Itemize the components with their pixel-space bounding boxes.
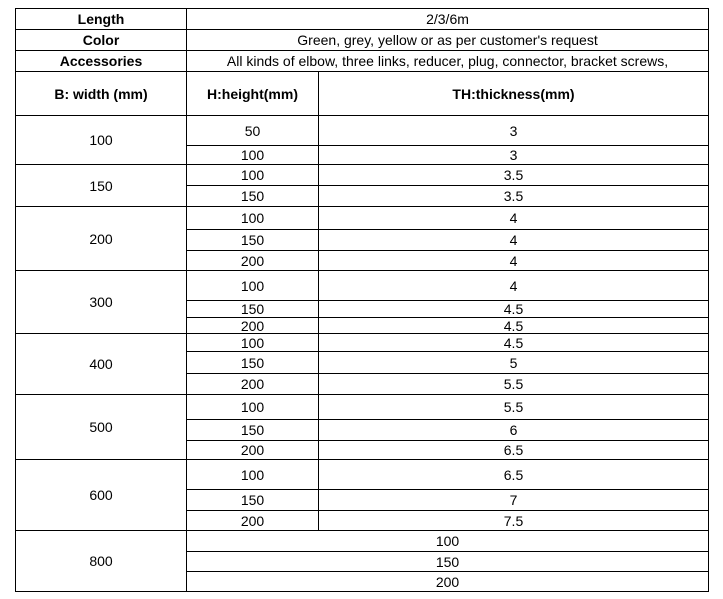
spec-row-accessories xyxy=(16,51,709,72)
height-cell: 150 xyxy=(187,301,319,318)
width-cell: 800 xyxy=(16,531,187,592)
height-cell: 200 xyxy=(187,511,319,531)
width-cell: 200 xyxy=(16,207,187,271)
length-label: Length xyxy=(16,9,187,30)
table-row xyxy=(16,207,709,230)
thickness-cell: 7.5 xyxy=(319,511,709,531)
thickness-cell: 3 xyxy=(319,116,709,146)
spec-row-length xyxy=(16,9,709,30)
height-cell: 100 xyxy=(187,146,319,165)
thickness-cell: 4 xyxy=(319,230,709,251)
thickness-cell: 6 xyxy=(319,420,709,441)
height-cell: 100 xyxy=(187,207,319,230)
height-cell: 200 xyxy=(187,318,319,334)
thickness-header: TH:thickness(mm) xyxy=(319,72,709,116)
header-row xyxy=(16,72,709,116)
width-cell: 100 xyxy=(16,116,187,165)
height-cell: 100 xyxy=(187,460,319,490)
height-cell: 150 xyxy=(187,352,319,374)
thickness-cell: 5.5 xyxy=(319,395,709,420)
table-row xyxy=(16,395,709,420)
thickness-cell: 4 xyxy=(319,271,709,301)
width-cell: 500 xyxy=(16,395,187,460)
height-cell: 100 xyxy=(187,395,319,420)
width-cell: 400 xyxy=(16,334,187,395)
height-cell: 150 xyxy=(187,230,319,251)
thickness-cell: 6.5 xyxy=(319,460,709,490)
thickness-cell: 4.5 xyxy=(319,301,709,318)
thickness-cell: 3.5 xyxy=(319,165,709,186)
height-cell: 100 xyxy=(187,334,319,352)
spec-table xyxy=(15,8,709,592)
height-cell: 100 xyxy=(187,165,319,186)
thickness-cell: 4 xyxy=(319,251,709,271)
width-cell: 150 xyxy=(16,165,187,207)
height-cell: 200 xyxy=(187,374,319,395)
height-cell: 200 xyxy=(187,572,709,592)
height-cell: 200 xyxy=(187,441,319,460)
height-cell: 50 xyxy=(187,116,319,146)
thickness-cell: 5.5 xyxy=(319,374,709,395)
table-row xyxy=(16,334,709,352)
thickness-cell: 4.5 xyxy=(319,334,709,352)
length-value: 2/3/6m xyxy=(187,9,709,30)
height-header: H:height(mm) xyxy=(187,72,319,116)
height-cell: 200 xyxy=(187,251,319,271)
accessories-label: Accessories xyxy=(16,51,187,72)
thickness-cell: 4.5 xyxy=(319,318,709,334)
width-header: B: width (mm) xyxy=(16,72,187,116)
table-row xyxy=(16,460,709,490)
thickness-cell: 7 xyxy=(319,490,709,511)
thickness-cell: 4 xyxy=(319,207,709,230)
table-row xyxy=(16,116,709,146)
thickness-cell: 6.5 xyxy=(319,441,709,460)
thickness-cell: 3.5 xyxy=(319,186,709,207)
height-cell: 150 xyxy=(187,420,319,441)
height-cell: 150 xyxy=(187,552,709,572)
thickness-cell: 5 xyxy=(319,352,709,374)
width-cell: 600 xyxy=(16,460,187,531)
height-cell: 150 xyxy=(187,186,319,207)
table-row xyxy=(16,165,709,186)
width-cell: 300 xyxy=(16,271,187,334)
color-value: Green, grey, yellow or as per customer's request xyxy=(187,30,709,51)
accessories-value: All kinds of elbow, three links, reducer, plug, connector, bracket screws, xyxy=(187,51,709,72)
height-cell: 150 xyxy=(187,490,319,511)
table-row xyxy=(16,271,709,301)
table-row xyxy=(16,531,709,552)
color-label: Color xyxy=(16,30,187,51)
spec-row-color xyxy=(16,30,709,51)
thickness-cell: 3 xyxy=(319,146,709,165)
height-cell: 100 xyxy=(187,531,709,552)
height-cell: 100 xyxy=(187,271,319,301)
